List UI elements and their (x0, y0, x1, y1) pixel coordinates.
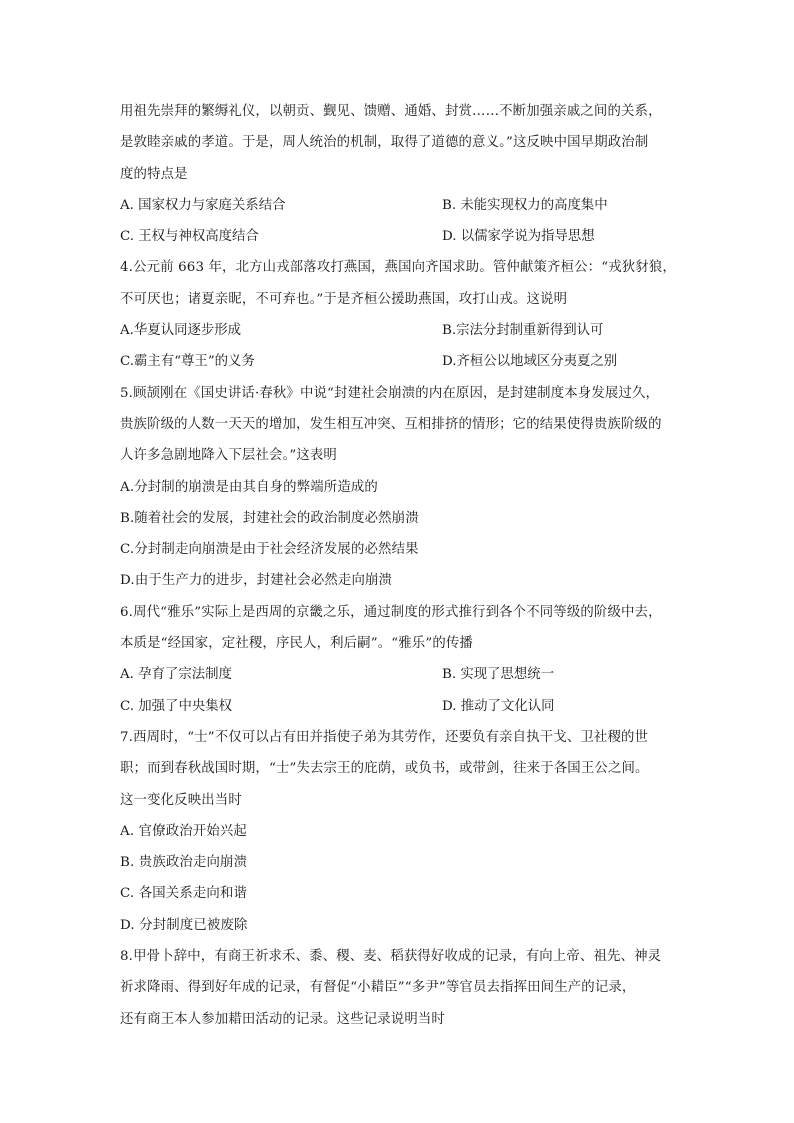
question-6 (120, 597, 680, 722)
question-3 (120, 96, 680, 252)
question-6-option-a[interactable]: A. 孕育了宗法制度 (120, 667, 232, 683)
question-8 (120, 941, 680, 1035)
question-3-option-c[interactable]: C. 王权与神权高度结合 (120, 229, 259, 245)
question-7-stem-line: 职；而到春秋战国时期，“士”失去宗王的庇荫，或负书，或带剑，往来于各国王公之间。 (120, 761, 649, 777)
question-3-options-row-2 (120, 221, 680, 252)
question-4-stem-line: 4.公元前 663 年，北方山戎部落攻打燕国，燕国向齐国求助。管仲献策齐桓公：“戎狄豺狼， (120, 260, 676, 276)
question-3-stem-line: 度的特点是 (120, 166, 188, 182)
question-7-option-d[interactable]: D. 分封制度已被废除 (120, 917, 248, 933)
question-6-options-row-1 (120, 659, 680, 690)
question-5-stem-line: 人许多急剧地降入下层社会。”这表明 (120, 448, 337, 464)
question-8-stem-line: 还有商王本人参加耤田活动的记录。这些记录说明当时 (120, 1011, 445, 1027)
question-4-options-row-1 (120, 315, 680, 346)
question-4-option-b[interactable]: B.宗法分封制重新得到认可 (442, 323, 604, 339)
question-5-stem-line: 贵族阶级的人数一天天的增加，发生相互冲突、互相排挤的情形；它的结果使得贵族阶级的 (120, 416, 662, 432)
question-5-option-b[interactable]: B.随着社会的发展，封建社会的政治制度必然崩溃 (120, 510, 419, 526)
question-6-stem-line: 本质是“经国家，定社稷，序民人，利后嗣”。“雅乐”的传播 (120, 636, 473, 652)
question-5-stem-line: 5.顾颉刚在《国史讲话·春秋》中说“封建社会崩溃的内在原因，是封建制度本身发展过久， (120, 385, 660, 401)
question-7-stem-line: 7.西周时，“士”不仅可以占有田并指使子弟为其劳作，还要负有亲自执干戈、卫社稷的世 (120, 729, 649, 745)
question-8-stem-line: 8.甲骨卜辞中，有商王祈求禾、黍、稷、麦、稻获得好收成的记录，有向上帝、祖先、神灵 (120, 949, 662, 965)
question-3-options-row-1 (120, 190, 680, 221)
question-5-option-a[interactable]: A.分封制的崩溃是由其自身的弊端所造成的 (120, 479, 378, 495)
question-4 (120, 252, 680, 377)
question-5-option-c[interactable]: C.分封制走向崩溃是由于社会经济发展的必然结果 (120, 542, 419, 558)
question-3-option-a[interactable]: A. 国家权力与家庭关系结合 (120, 197, 286, 213)
question-7-option-b[interactable]: B. 贵族政治走向崩溃 (120, 855, 248, 871)
question-4-options-row-2 (120, 346, 680, 377)
question-3-option-b[interactable]: B. 未能实现权力的高度集中 (442, 197, 608, 213)
question-7-stem-line: 这一变化反映出当时 (120, 792, 242, 808)
question-4-option-a[interactable]: A.华夏认同逐步形成 (120, 323, 242, 339)
question-4-stem-line: 不可厌也；诸夏亲昵，不可弃也。”于是齐桓公援助燕国，攻打山戎。这说明 (120, 291, 568, 307)
question-3-stem-line: 用祖先崇拜的繁缛礼仪，以朝贡、觐见、馈赠、通婚、封赏……不断加强亲戚之间的关系， (120, 104, 662, 119)
question-4-option-c[interactable]: C.霸主有“尊王”的义务 (120, 354, 255, 370)
question-7 (120, 722, 680, 941)
question-8-stem-line: 祈求降雨、得到好年成的记录，有督促“小耤臣”“多尹”等官员去指挥田间生产的记录， (120, 980, 636, 996)
question-3-option-d[interactable]: D. 以儒家学说为指导思想 (442, 229, 595, 245)
question-6-option-c[interactable]: C. 加强了中央集权 (120, 698, 233, 714)
question-7-option-a[interactable]: A. 官僚政治开始兴起 (120, 823, 247, 839)
question-4-option-d[interactable]: D.齐桓公以地域区分夷夏之别 (442, 354, 618, 370)
question-5 (120, 378, 680, 597)
question-6-options-row-2 (120, 691, 680, 722)
exam-page (120, 96, 680, 1035)
question-7-option-c[interactable]: C. 各国关系走向和谐 (120, 886, 248, 902)
question-6-option-b[interactable]: B. 实现了思想统一 (442, 667, 555, 683)
question-3-stem-line: 是敦睦亲戚的孝道。于是，周人统治的机制，取得了道德的意义。”这反映中国早期政治制 (120, 135, 649, 151)
question-6-stem-line: 6.周代“雅乐”实际上是西周的京畿之乐，通过制度的形式推行到各个不同等级的阶级中去， (120, 604, 662, 620)
question-6-option-d[interactable]: D. 推动了文化认同 (442, 698, 555, 714)
question-5-option-d[interactable]: D.由于生产力的进步，封建社会必然走向崩溃 (120, 573, 393, 589)
